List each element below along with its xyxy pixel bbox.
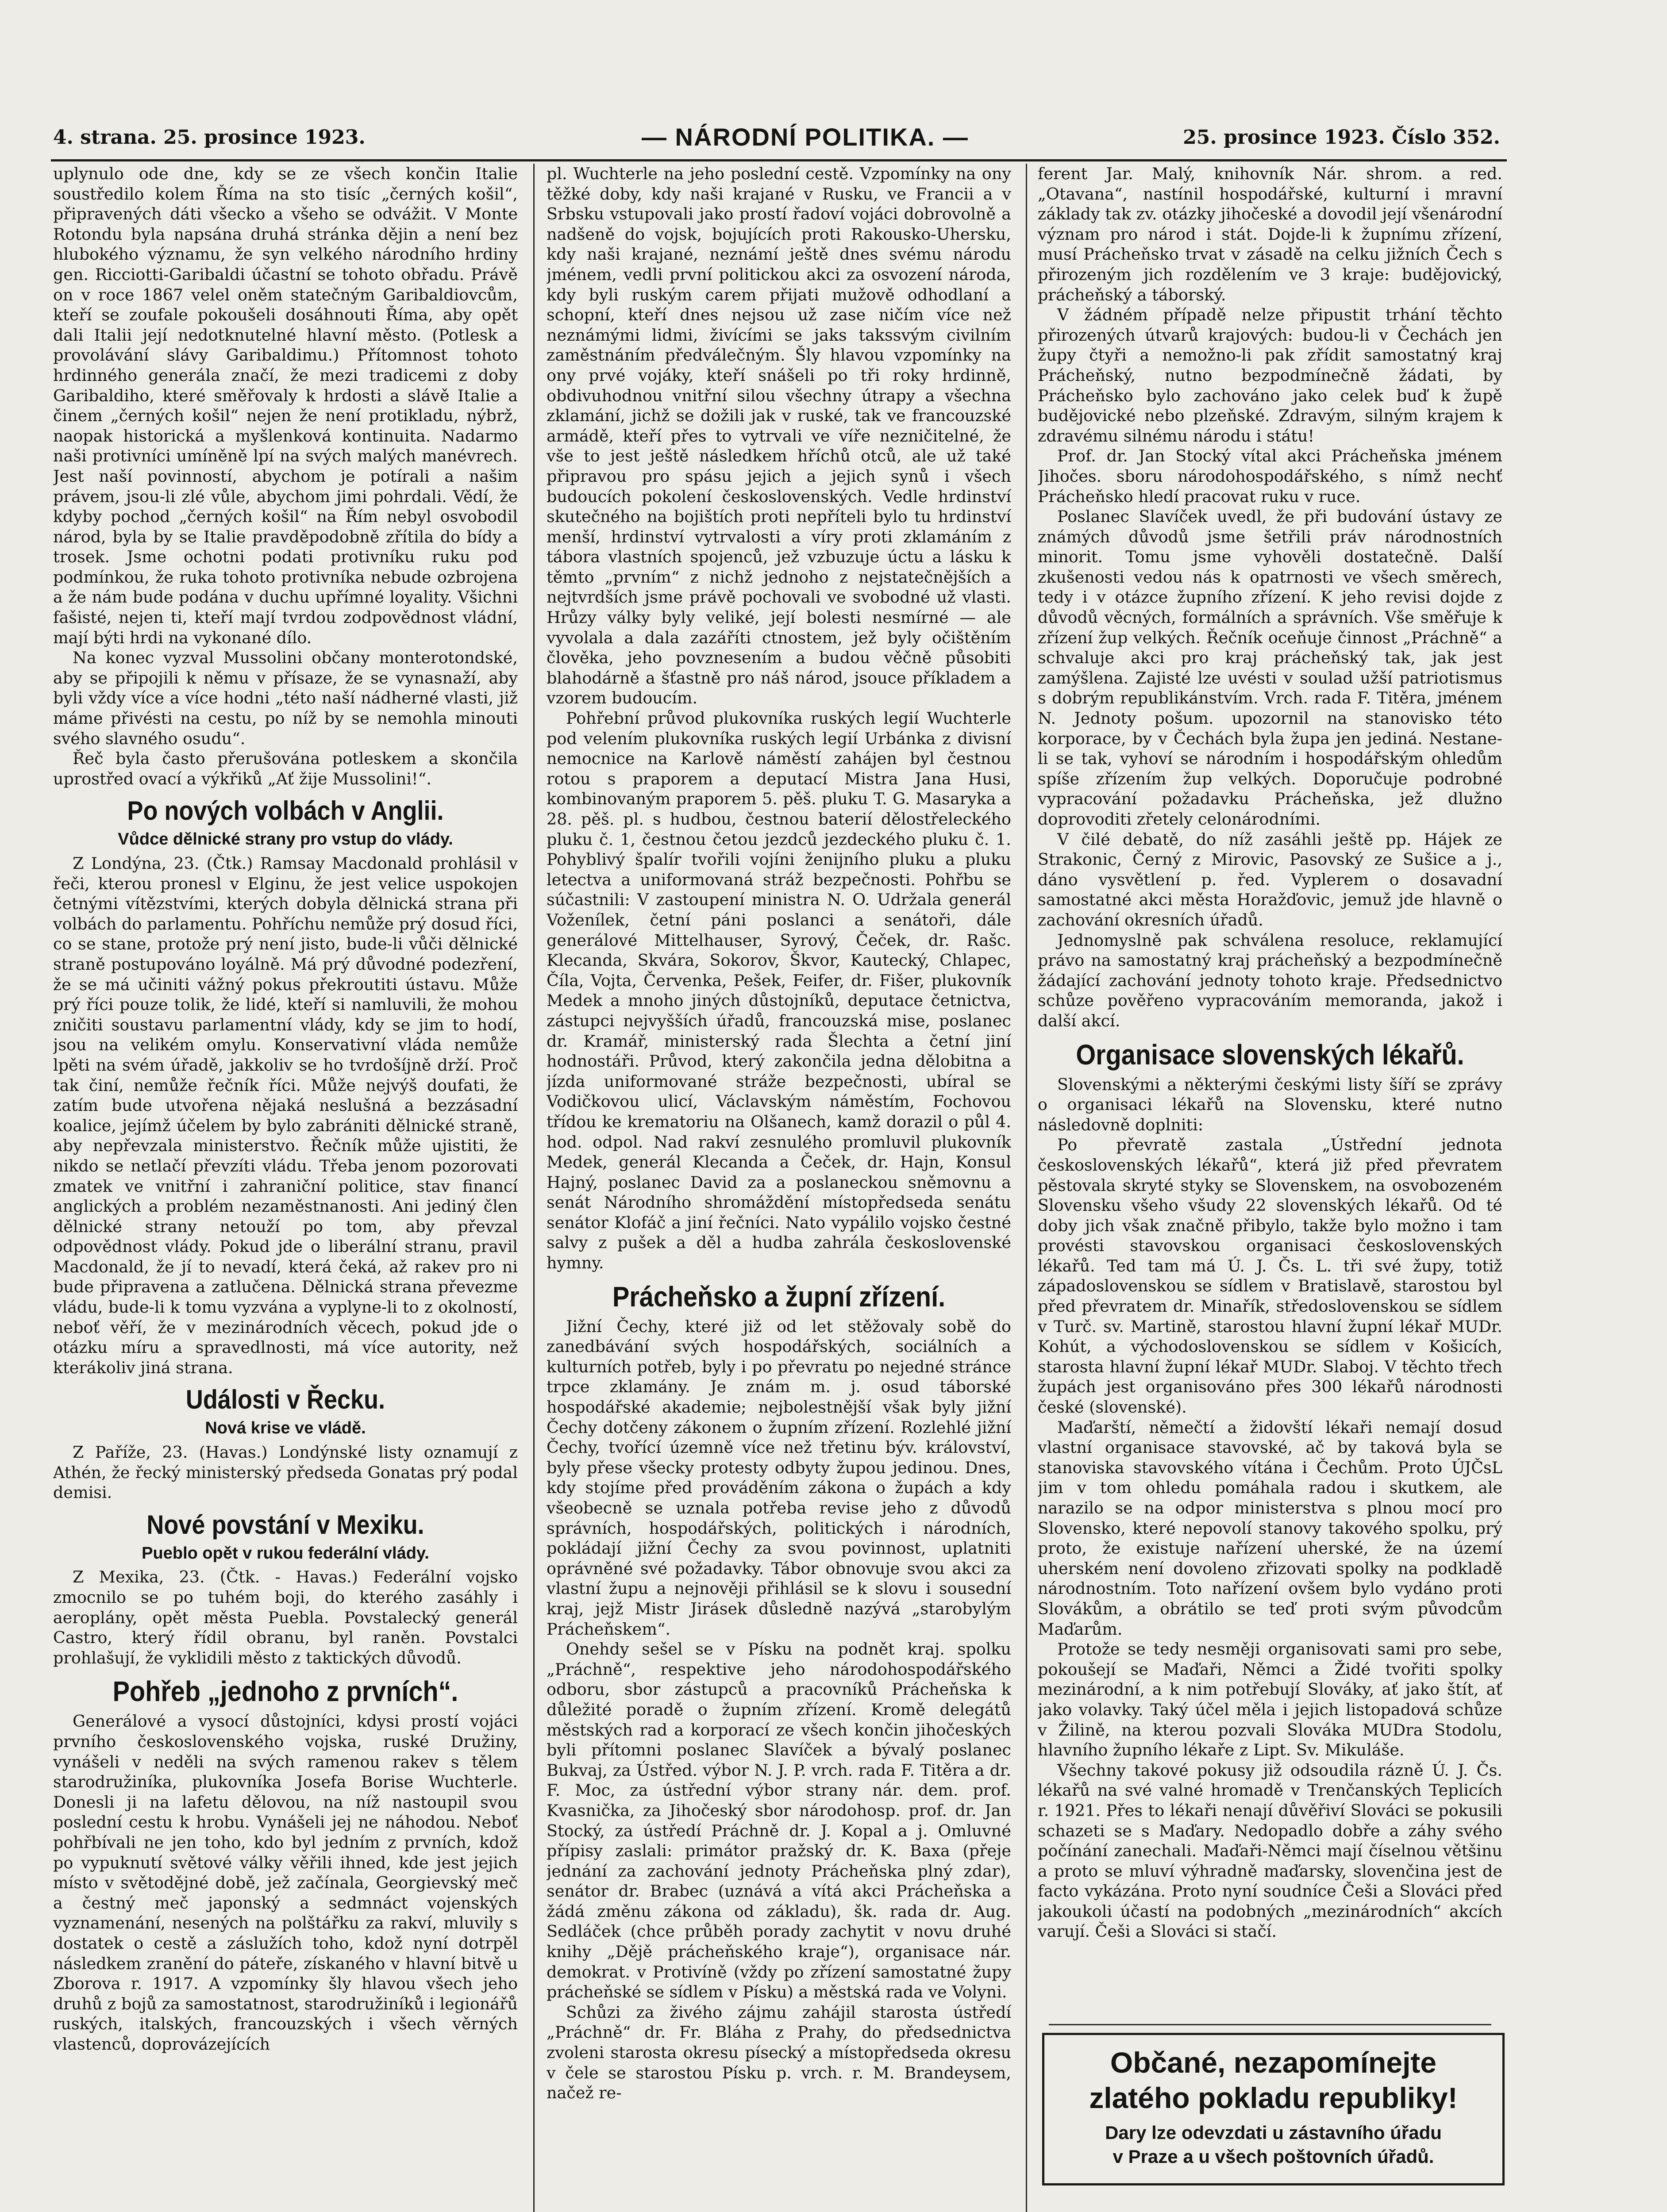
article-paragraph: Slovenskými a některými českými listy šíří se zprávy o organisaci lékařů na Slovensku, které nutno následovně doplniti: <box>1038 1075 1502 1134</box>
article-paragraph: Jednomyslně pak schválena resoluce, reklamující právo na samostatný kraj prácheňský a bezpodmínečně žádající zachování jednoty tohoto kraje. Předsednictvo schůze pověřeno vypracováním memoranda, jakož i další akcí. <box>1038 930 1502 1030</box>
article-paragraph: pl. Wuchterle na jeho poslední cestě. Vzpomínky na ony těžké doby, kdy naši krajané v Rusku, ve Francii a v Srbsku vstupovali jako prostí řadoví vojáci dobrovolně a nadšeně do vojsk, bojujících proti Rakousko-Uhersku, kdy naši krajané, neznámí ještě dnes svému národu jménem, vedli první politickou akci za osvození národa, kdy byli ruským carem přijati mužově odhodlaní a schopní, kteří dnes nejsou už zase ničím více než neznámými lidmi, živícími se jaks takssvým civilním zaměstnáním předválečným. Šly hlavou vzpomínky na ony prvé vojáky, kteří snášeli po tři roky hrdinně, obdivuhodnou vnitřní silou všechny útrapy a všechna zklamání, jichž se dožili jak v ruské, tak ve francouzské armádě, kteří přes to vytrvali ve víře nezničitelné, že vše to jest ještě následkem hříchů otců, ale už také připravou pro spásu jejich a jejich synů i všech budoucích pokolení československých. Vedle hrdinství skutečného na bojištích proti nepříteli bylo tu hrdinství menší, hrdinství vytrvalosti a víry proti zklamáním z tábora vlastních spojenců, jež vzbuzuje úctu a lásku k těmto „prvním“ z nichž jednoho z nejstatečnějších a nejtvrdších jsme právě pochovali ve svobodné už vlasti. Hrůzy války byly veliké, její bolesti nesmírné — ale vyvolala a dala zazáříti ctnostem, jež byly očištěním člověka, jeho povznesením a budou věčně působiti blahodárně a šťastně pro náš národ, jsouce příkladem a vzorem budoucím. <box>547 164 1011 708</box>
article-paragraph: Onehdy sešel se v Písku na podnět kraj. spolku „Práchně“, respektive jeho národohospodářského odboru, sbor zástupců a pracovníků Prácheňska k důležité poradě o župním zřízení. Kromě delegátů městských rad a korporací ze všech končin jihočeských byli přítomni poslanec Slavíček a bývalý poslanec Bukvaj, za Ústřed. výbor N. J. P. vrch. rada F. Titěra a dr. F. Moc, za ústřední výbor strany nár. dem. prof. Kvasnička, za Jihočeský sbor národohosp. prof. dr. Jan Stocký, za ústředí Práchně dr. J. Kopal a j. Omluvné přípisy zaslali: primátor pražský dr. K. Baxa (přeje jednání za zachování jednoty Prácheňska plný zdar), senátor dr. Brabec (uznává a vítá akci Prácheňska a žádá změnu zákona od základu), šk. rada dr. Aug. Sedláček (chce průběh porady zachytit v novu druhé knihy „Dějě prácheňského kraje“), organisace nár. demokrat. v Protivíně (vždy po zřízení samostatné župy prácheňské se sídlem v Písku) a městská rada ve Volyni. <box>547 1640 1011 2002</box>
subheadline: Pueblo opět v rukou federální vlády. <box>142 1544 429 1563</box>
ad-line: v Praze a u všech poštovních úřadů. <box>1113 2146 1434 2167</box>
issue-date-number: 25. prosince 1923. Číslo 352. <box>1183 126 1500 149</box>
article-paragraph: Generálové a vysocí důstojníci, kdysi prostí vojáci prvního československého vojska, ruské Družiny, vynášeli v neděli na svých ramenou rakev s tělem starodružiníka, plukovníka Josefa Borise Wuchterle. Donesli ji na lafetu dělovou, na níž nastoupil svou poslední cestu k hrobu. Vynášeli jej ne náhodou. Neboť pohřbívali ne jen toho, kdo byl jedním z prvních, kdož po vypuknutí světové války věřili ihned, kde jest jejich místo v světodějné době, jež začínala, Georgievský meč a čestný meč japonský a sedmnáct vojenských vyznamenání, nesených na polštářku za rakví, mluvily s dostatek o cestě a záslužích toho, kdož nyní dotrpěl následkem zranění do páteře, získaného v hlavní bitvě u Zborova r. 1917. A vzpomínky šly hlavou všech jeho druhů z bojů za samostatnost, starodružiníků i legionářů ruských, italských, francouzských i všech věrných vlastenců, doprovázejících <box>53 1712 518 2054</box>
article-paragraph: Protože se tedy nesměji organisovati sami pro sebe, pokoušejí se Maďaři, Němci a Židé tvořiti spolky mezinárodní, a k nim potřebují Slováky, ať jako štít, ať jako volavky. Taký účel měla i jejich listopadová schůze v Žilině, na kterou pozvali Slováka MUDra Stodolu, hlavního župního lékaře z Lipt. Sv. Mikuláše. <box>1038 1640 1502 1760</box>
headline-prachensko: Prácheňsko a župní zřízení. <box>612 1280 946 1313</box>
headline-slovak-doctors: Organisace slovenských lékařů. <box>1076 1038 1464 1071</box>
headline-mexico: Nové povstání v Mexiku. <box>146 1509 424 1540</box>
article-paragraph: Prof. dr. Jan Stocký vítal akci Prácheňska jménem Jihočes. sboru národohospodářského, s nímž nechť Prácheňsko hledí pracovat ruku v ruce. <box>1038 446 1502 506</box>
column-divider <box>1026 164 1027 2212</box>
article-paragraph: ferent Jar. Malý, knihovník Nár. shrom. a red. „Otavana“, nastínil hospodářské, kulturní i mravní základy tak zv. otázky jihočeské a dovodil její všenárodní význam pro národ i stát. Dojde-li k župnímu zřízení, musí Prácheňsko trvat v zásadě na celku jižních Čech s přirozeným jich rozdělením ve 3 kraje: budějovický, prácheňský a táborský. <box>1038 164 1502 304</box>
ad-line: Dary lze odevzdati u zástavního úřadu <box>1105 2122 1442 2143</box>
column-3 <box>1038 164 1502 2017</box>
article-paragraph: Na konec vyzval Mussolini občany monterotondské, aby se připojili k němu v přísaze, že se vynasnaží, aby byli vždy více a více hodni „této naší nádherné vlasti, již máme přivésti na cestu, po níž by se nemohla minouti svého slavného osudu“. <box>53 648 518 748</box>
page-number-date: 4. strana. 25. prosince 1923. <box>53 126 366 149</box>
ad-line: Občané, nezapomínejte <box>1110 2046 1437 2079</box>
masthead <box>53 123 1500 153</box>
newspaper-title: — NÁRODNÍ POLITIKA. — <box>642 123 969 151</box>
article-paragraph: Schůzi za živého zájmu zahájil starosta ústředí „Práchně“ dr. Fr. Bláha z Prahy, do předsednictva zvoleni starosta okresu písecký a místopředseda okresu v čele se starostou Písku p. vrch. r. M. Brandeysem, načež re- <box>547 2002 1011 2103</box>
ad-separator <box>1049 2024 1491 2025</box>
article-paragraph: Maďarští, němečtí a židovští lékaři nemají dosud vlastní organisace stavovské, ač by taková byla se stanoviska stavovského vítána i Čechům. Proto ÚJČsL jim v tom ohledu pomáhala radou i skutkem, ale narazilo se na odpor ministerstva s plnou mocí pro Slovensko, které nepovolí stanovy takového spolku, prý proto, že existuje nařízení uherské, že na území uherském není dovoleno zřizovati spolky na podkladě národnostním. Toto nařízení ovšem bylo vydáno proti Slovákům, a obrátilo se teď proti svým původcům Maďarům. <box>1038 1417 1502 1639</box>
subheadline: Vůdce dělnické strany pro vstup do vlády. <box>118 830 453 849</box>
article-paragraph: Pohřební průvod plukovníka ruských legií Wuchterle pod velením plukovníka ruských legií Urbánka z divisní nemocnice na Karlově náměstí zahájen byl čestnou rotou s praporem a deputací Mistra Jana Husi, kombinovaným praporem 5. pěš. pluku T. G. Masaryka a 28. pěš. pl. s hudbou, čestnou baterií dělostřeleckého pluku č. 1, čestnou četou jezdců jezdeckého pluku č. 1. Pohyblivý špalír tvořili vojíni ženijního pluku a pluku letectva a uniformovaná stráž bezpečnosti. Pohřbu se súčastnili: V zastoupení ministra N. O. Udržala generál Voženílek, četní páni poslanci a senátoři, dále generálové Mittelhauser, Syrový, Čeček, dr. Rašc. Klecanda, Skvára, Sokorov, Škvor, Kautecký, Chlapec, Číla, Vojta, Červenka, Pešek, Feifer, dr. Fišer, plukovník Medek a mnoho jiných důstojníků, deputace četnictva, zástupci nejvyšších úřadů, francouzská mise, poslanec dr. Kramář, ministerský rada Šlechta a četní jiní hodnostáři. Průvod, který zakončila jedna dělobitna a jízda uniformované stráže bezpečnosti, ubíral se Vodičkovou ulicí, Václavským náměstím, Fochovou třídou ke krematoriu na Olšanech, kamž dorazil o půl 4. hod. odpol. Nad rakví zesnulého promluvil plukovník Medek, generál Klecanda a Čeček, dr. Hajn, Konsul Hajný, poslanec David za a poslaneckou sněmovnu a senát Národního shromáždění místopředseda senátu senátor Klofáč a jiní řečníci. Nato vypálilo vojsko čestné salvy z pušek a děl a hudba zahrála československé hymny. <box>547 709 1011 1273</box>
article-paragraph: V žádném případě nelze připustit trhání těchto přirozených útvarů krajových: budou-li v Čechách jen župy čtyři a nemožno-li pak zřídit samostatný kraj Prácheňský, nutno bezpodmínečně žádati, by Prácheňsko bylo zachováno jako celek buď k župě budějovické nebo plzeňské. Zdravým, silným krajem k zdravému silnému národu i státu! <box>1038 305 1502 445</box>
column-2 <box>547 164 1011 2212</box>
article-paragraph: Z Paříže, 23. (Havas.) Londýnské listy oznamují z Athén, že řecký ministerský předseda Gonatas prý podal demisi. <box>53 1443 518 1502</box>
headline-funeral: Pohřeb „jednoho z prvních“. <box>112 1675 458 1708</box>
advertisement-box <box>1042 2033 1505 2185</box>
column-1 <box>53 164 518 2212</box>
header-rule <box>51 159 1507 161</box>
headline-greece: Události v Řecku. <box>185 1385 385 1415</box>
article-paragraph: Poslanec Slavíček uvedl, že při budování ústavy ze známých důvodů jsme šetřili práv národnostních minorit. Tomu jsme vyhověli dostatečně. Další zkušenosti vedou nás k opatrnosti ve všech směrech, tedy i v otázce župního zřízení. K jeho revisi dojde z důvodů věcných, formálních a správních. Vše směřuje k zřízení žup velkých. Řečník oceňuje činnost „Práchně“ a schvaluje akci pro kraj prácheňský tak, jak jest zamýšlena. Zajisté lze uvésti v soulad užší patriotismus s dobrým republikánstvím. Vrch. rada F. Titěra, jménem N. Jednoty pošum. upozornil na stanovisko této korporace, by v Čechách byla župa jen jediná. Nestane-li se tak, vyhoví se národním i hospodářským ohledům spíše zřízením žup velkých. Doporučuje podrobné vypracování požadavku Prácheňska, jež dlužno doprovoditi zřetely celonárodními. <box>1038 507 1502 829</box>
subheadline: Nová krise ve vládě. <box>205 1419 366 1438</box>
ad-line: zlatého pokladu republiky! <box>1089 2081 1458 2114</box>
headline-elections-england: Po nových volbách v Anglii. <box>127 796 444 826</box>
article-paragraph: Všechny takové pokusy již odsoudila rázně Ú. J. Čs. lékařů na své valné hromadě v Trenčanských Teplicích r. 1921. Přes to lékaři nenají důvěřiví Slováci se pokusili schazeti se s Maďary. Nedopadlo dobře a záhy svého počínání zanechali. Maďaři-Němci mají číselnou většinu a proto se mluví výhradně maďarsky, slovenčina jest de facto vykázána. Proto nyní soudníce Češi a Slováci před jakoukoli účastí na podobných „mezinárodních“ akcích varují. Češi a Slováci si stačí. <box>1038 1760 1502 1941</box>
article-paragraph: Jižní Čechy, které již od let stěžovaly sobě do zanedbávání svých hospodářských, sociálních a kulturních potřeb, byly i po převratu po nejedné stránce trpce zklamány. Je znám m. j. osud táborské hospodářské akademie; nejbolestnější však byly jižní Čechy dotčeny zákonem o župním zřízení. Rozlehlé jižní Čechy, tvořící územně více než třetinu býv. království, byly přese všecky protesty odbyty župou jedinou. Dnes, kdy stojíme před prováděním zákona o župách a kdy všeobecně se uznala potřeba revise jeho z důvodů správních, hospodářských, politických i národních, pokládají jižní Čechy za svou povinnost, uplatniti oprávněné své požadavky. Tábor obnovuje svou akci za vlastní župu a nejnověji přihlásil se k slovu i sousední kraj, jejž Mistr Jirásek důsledně nazývá „starobylým Prácheňskem“. <box>547 1317 1011 1639</box>
article-paragraph: V čilé debatě, do níž zasáhli ještě pp. Hájek ze Strakonic, Černý z Mirovic, Pasovský ze Sušice a j., dáno vysvětlení p. řed. Vyplerem o dosavadní samostatné akci města Horažďovic, jemuž jde hlavně o zachování okresních úřadů. <box>1038 830 1502 929</box>
article-paragraph: Z Mexika, 23. (Čtk. - Havas.) Federální vojsko zmocnilo se po tuhém boji, do kterého zasáhly i aeroplány, opět města Puebla. Povstalecký generál Castro, který řídil obranu, byl raněn. Povstalci prohlašují, že vyklidili město z taktických důvodů. <box>53 1567 518 1667</box>
article-paragraph: uplynulo ode dne, kdy se ze všech končin Italie soustředilo kolem Říma na sto tisíc „černých košil“, připravených dáti všecko a všeho se odvážit. V Monte Rotondu byla napsána druhá stránka dějin a není bez hlubokého významu, že syn velkého národního hrdiny gen. Ricciotti-Garibaldi účastní se tohoto obřadu. Právě on v roce 1867 velel oněm statečným Garibaldiovcům, kteří se zoufale pokoušeli dosáhnouti Říma, aby opět dali Italii její nedotknutelné hlavní město. (Potlesk a provolávání slávy Garibaldimu.) Přítomnost tohoto hrdinného generála značí, že mezi tradicemi z doby Garibaldiho, které směřovaly k hrdosti a slávě Italie a činem „černých košil“ nejen že není protikladu, nýbrž, naopak historická a myšlenková kontinuita. Nadarmo naši protivníci umíněně lpí na svých malých manévrech. Jest naší povinností, abychom je potírali a našim právem, jsou-li zlé vůle, abychom jimi pohrdali. Vědí, že kdyby pochod „černých košil“ na Řím nebyl osvobodil národ, byla by se Italie pravděpodobně zřítila do bídy a trosek. Jsme ochotni podati protivníku ruku pod podmínkou, že ruka tohoto protivníka nebude ozbrojena a že nám bude podána v duchu upřímné loyality. Všichni fašisté, nejen ti, kteří mají tvrdou zodpovědnost vládní, mají býti hrdi na vykonané dílo. <box>53 164 518 647</box>
column-divider <box>533 164 535 2212</box>
article-paragraph: Z Londýna, 23. (Čtk.) Ramsay Macdonald prohlásil v řeči, kterou pronesl v Elginu, že jest velice uspokojen četnými vítězstvími, kterých dobyla dělnická strana při volbách do parlamentu. Pohříchu nemůže prý dosud říci, co se stane, protože prý není jisto, bude-li vůči dělnické straně postupováno loyálně. Má prý důvodné podezření, že se má učiniti vážný pokus překroutiti ústavu. Může prý říci pouze tolik, že lidé, kteří si namluvili, že mohou zničiti soustavu parlamentní vlády, kdy se jim to hodí, jsou na velikém omylu. Konservativní vláda nemůže lpěti na svém úřadě, jakkoliv se ho tvrdošíjně drží. Proč tak činí, nemůže řečník říci. Může nejvýš doufati, že zatím bude utvořena nějaká neslušná a bezzásadní koalice, jejímž účelem by bylo zabrániti dělnické straně, aby nepřevzala ministerstvo. Řečník může ujistiti, že nikdo se netlačí převzíti vládu. Třeba jenom pozorovati zmatek ve vnitřní i zahraniční politice, stav financí anglických a problém nezaměstnanosti. Ani jediný člen dělnické strany netouží po tom, aby převzal odpovědnost vlády. Pokud jde o liberální stranu, pravil Macdonald, že jí to nevadí, která čeká, až rakev pro ni bude připravena a zatlučena. Dělnická strana převezme vládu, bude-li k tomu vyzvána a vyplyne-li to z okolností, neboť věří, že v mezinárodních věcech, pokud jde o otázku míru a spravedlnosti, má více autority, než kterákoliv jiná strana. <box>53 854 518 1377</box>
article-paragraph: Po převratě zastala „Ústřední jednota československých lékařů“, která již před převratem pěstovala skryté styky se Slovenskem, na osvobozeném Slovensku všeho všudy 22 slovenských lékařů. Od té doby jich však značně přibylo, takže bylo možno i tam provésti stavovskou organisaci československých lékařů. Ted tam má Ú. J. Čs. L. tři své župy, totiž západoslovenskou se sídlem v Bratislavě, starostou byl před převratem dr. Minařík, středoslovenskou se sídlem v Turč. sv. Martině, starostou hlavní župní lékař MUDr. Kohút, a východoslovenskou se sídlem v Košicích, starosta hlavní župní lékař MUDr. Slaboj. V těchto třech župách jest organisováno přes 300 lékařů národnosti české (slovenské). <box>1038 1135 1502 1417</box>
article-paragraph: Řeč byla často přerušována potleskem a skončila uprostřed ovací a výkřiků „Ať žije Mussolini!“. <box>53 749 518 788</box>
